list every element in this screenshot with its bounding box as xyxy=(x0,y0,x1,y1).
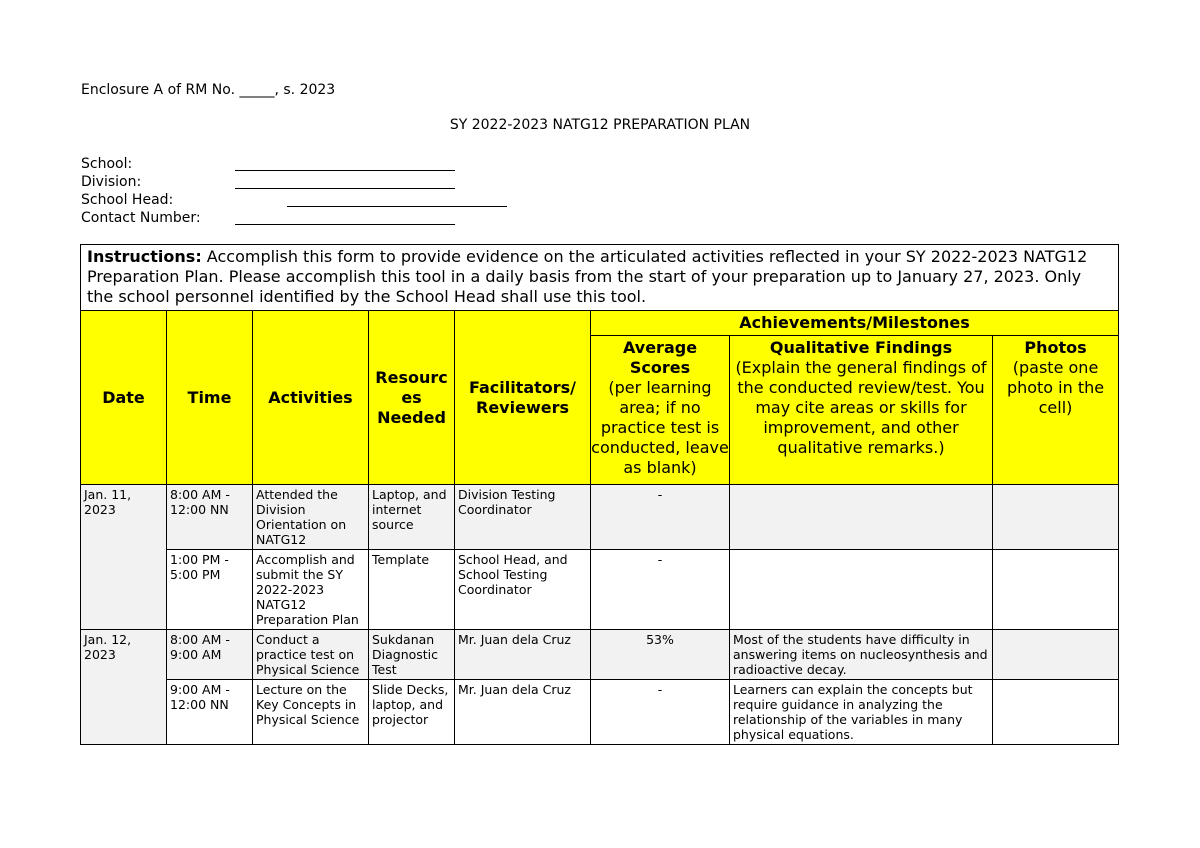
resources-cell: Template xyxy=(369,550,455,630)
instructions-text: Accomplish this form to provide evidence on the articulated activities reflected in your SY 2022-2023 NATG12 Preparation Plan. Please accomplish this tool in a daily basis from the start of your preparation up to January 27, 2023. Only the school personnel identified by the School Head shall use this tool. xyxy=(87,247,1088,306)
instructions-cell xyxy=(81,245,1119,311)
date-column-header: Date xyxy=(81,311,167,485)
instructions-lead: Instructions: xyxy=(87,247,202,266)
average-scores-note: (per learning area; if no practice test is conducted, leave as blank) xyxy=(591,378,729,477)
score-cell: - xyxy=(591,485,730,550)
findings-cell: Learners can explain the concepts but require guidance in analyzing the relationship of the variables in many physical equations. xyxy=(730,680,993,745)
qualitative-findings-note: (Explain the general findings of the conducted review/test. You may cite areas or skills for improvement, and other qualitative remarks.) xyxy=(735,358,987,457)
time-cell: 1:00 PM - 5:00 PM xyxy=(167,550,253,630)
date-cell: Jan. 11, 2023 xyxy=(81,485,167,630)
activities-column-header: Activities xyxy=(253,311,369,485)
resources-column-header: Resourc es Needed xyxy=(369,311,455,485)
school-label: School: xyxy=(81,156,133,172)
photo-cell[interactable] xyxy=(993,630,1119,680)
contact-number-label: Contact Number: xyxy=(81,210,201,226)
facilitators-cell: Mr. Juan dela Cruz xyxy=(455,680,591,745)
enclosure-reference: Enclosure A of RM No. _____, s. 2023 xyxy=(81,82,336,98)
findings-cell xyxy=(730,485,993,550)
photo-cell[interactable] xyxy=(993,485,1119,550)
time-cell: 8:00 AM - 9:00 AM xyxy=(167,630,253,680)
resources-cell: Sukdanan Diagnostic Test xyxy=(369,630,455,680)
contact-number-blank-line[interactable] xyxy=(235,224,455,225)
school-blank-line[interactable] xyxy=(235,170,455,171)
average-scores-title: Average Scores xyxy=(622,338,698,377)
preparation-plan-table xyxy=(80,244,1119,745)
achievements-header: Achievements/Milestones xyxy=(591,311,1119,336)
date-cell: Jan. 12, 2023 xyxy=(81,630,167,745)
division-label: Division: xyxy=(81,174,142,190)
activity-cell: Attended the Division Orientation on NATG12 xyxy=(253,485,369,550)
page-title: SY 2022-2023 NATG12 PREPARATION PLAN xyxy=(449,117,751,133)
division-blank-line[interactable] xyxy=(235,188,455,189)
score-cell: - xyxy=(591,680,730,745)
score-cell: 53% xyxy=(591,630,730,680)
photos-header xyxy=(993,336,1119,485)
school-head-label: School Head: xyxy=(81,192,174,208)
activity-cell: Conduct a practice test on Physical Science xyxy=(253,630,369,680)
table-row xyxy=(81,550,1119,630)
average-scores-header xyxy=(591,336,730,485)
photo-cell[interactable] xyxy=(993,680,1119,745)
findings-cell: Most of the students have difficulty in answering items on nucleosynthesis and radioactive decay. xyxy=(730,630,993,680)
table-row xyxy=(81,680,1119,745)
time-cell: 9:00 AM - 12:00 NN xyxy=(167,680,253,745)
activity-cell: Accomplish and submit the SY 2022-2023 NATG12 Preparation Plan xyxy=(253,550,369,630)
facilitators-column-header: Facilitators/ Reviewers xyxy=(455,311,591,485)
photos-title: Photos xyxy=(1024,338,1087,357)
facilitators-cell: Mr. Juan dela Cruz xyxy=(455,630,591,680)
photos-note: (paste one photo in the cell) xyxy=(1006,358,1105,417)
time-cell: 8:00 AM - 12:00 NN xyxy=(167,485,253,550)
qualitative-findings-title: Qualitative Findings xyxy=(769,338,953,357)
resources-cell: Slide Decks, laptop, and projector xyxy=(369,680,455,745)
qualitative-findings-header xyxy=(730,336,993,485)
facilitators-cell: Division Testing Coordinator xyxy=(455,485,591,550)
facilitators-cell: School Head, and School Testing Coordinator xyxy=(455,550,591,630)
resources-cell: Laptop, and internet source xyxy=(369,485,455,550)
time-column-header: Time xyxy=(167,311,253,485)
activity-cell: Lecture on the Key Concepts in Physical Science xyxy=(253,680,369,745)
table-row xyxy=(81,630,1119,680)
school-head-blank-line[interactable] xyxy=(287,206,507,207)
findings-cell xyxy=(730,550,993,630)
score-cell: - xyxy=(591,550,730,630)
photo-cell[interactable] xyxy=(993,550,1119,630)
table-row xyxy=(81,485,1119,550)
